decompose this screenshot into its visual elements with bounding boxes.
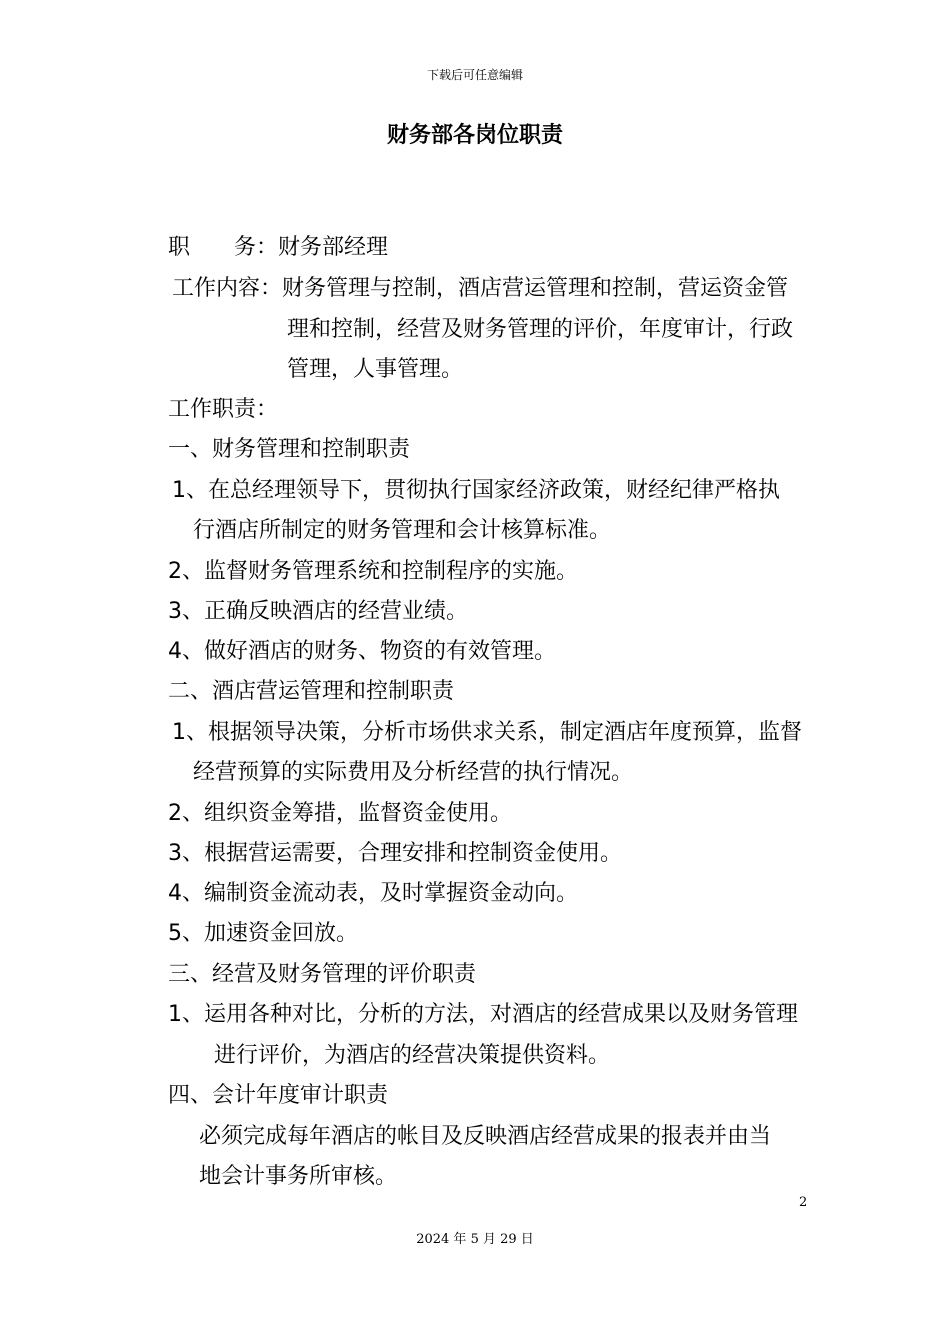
page-header: 下载后可任意编辑	[426, 68, 523, 82]
work-content-continuation: 理和控制，经营及财务管理的评价，年度审计，行政	[287, 317, 794, 342]
list-item-continuation: 行酒店所制定的财务管理和会计核算标准。	[193, 518, 612, 543]
paragraph-line: 地会计事务所审核。	[199, 1164, 398, 1189]
page-number: 2	[799, 1195, 808, 1210]
list-item: 3、正确反映酒店的经营业绩。	[168, 599, 468, 624]
list-item: 3、根据营运需要，合理安排和控制资金使用。	[168, 841, 622, 866]
list-item: 1、在总经理领导下，贯彻执行国家经济政策，财经纪律严格执	[172, 478, 780, 503]
section-heading: 四、会计年度审计职责	[168, 1083, 389, 1108]
section-heading: 三、经营及财务管理的评价职责	[168, 962, 477, 987]
duties-heading: 工作职责：	[168, 397, 279, 422]
work-content-continuation: 管理，人事管理。	[287, 357, 464, 382]
document-title: 财务部各岗位职责	[386, 123, 563, 148]
section-heading: 二、酒店营运管理和控制职责	[168, 679, 455, 704]
work-content-line: 工作内容：财务管理与控制，酒店营运管理和控制，营运资金管	[172, 276, 789, 301]
section-heading: 一、财务管理和控制职责	[168, 437, 411, 462]
list-item: 5、加速资金回放。	[168, 921, 358, 946]
list-item: 1、运用各种对比，分析的方法，对酒店的经营成果以及财务管理	[168, 1002, 798, 1027]
list-item: 2、组织资金筹措，监督资金使用。	[168, 801, 512, 826]
paragraph-line: 必须完成每年酒店的帐目及反映酒店经营成果的报表并由当	[199, 1124, 772, 1149]
list-item-continuation: 经营预算的实际费用及分析经营的执行情况。	[193, 760, 634, 785]
list-item: 2、监督财务管理系统和控制程序的实施。	[168, 559, 578, 584]
list-item: 4、做好酒店的财务、物资的有效管理。	[168, 639, 556, 664]
list-item: 1、根据领导决策，分析市场供求关系，制定酒店年度预算，监督	[172, 720, 802, 745]
position-line: 职 务：财务部经理	[168, 235, 389, 260]
list-item-continuation: 进行评价，为酒店的经营决策提供资料。	[214, 1043, 611, 1068]
footer-date: 2024 年 5 月 29 日	[416, 1232, 534, 1247]
list-item: 4、编制资金流动表，及时掌握资金动向。	[168, 881, 578, 906]
